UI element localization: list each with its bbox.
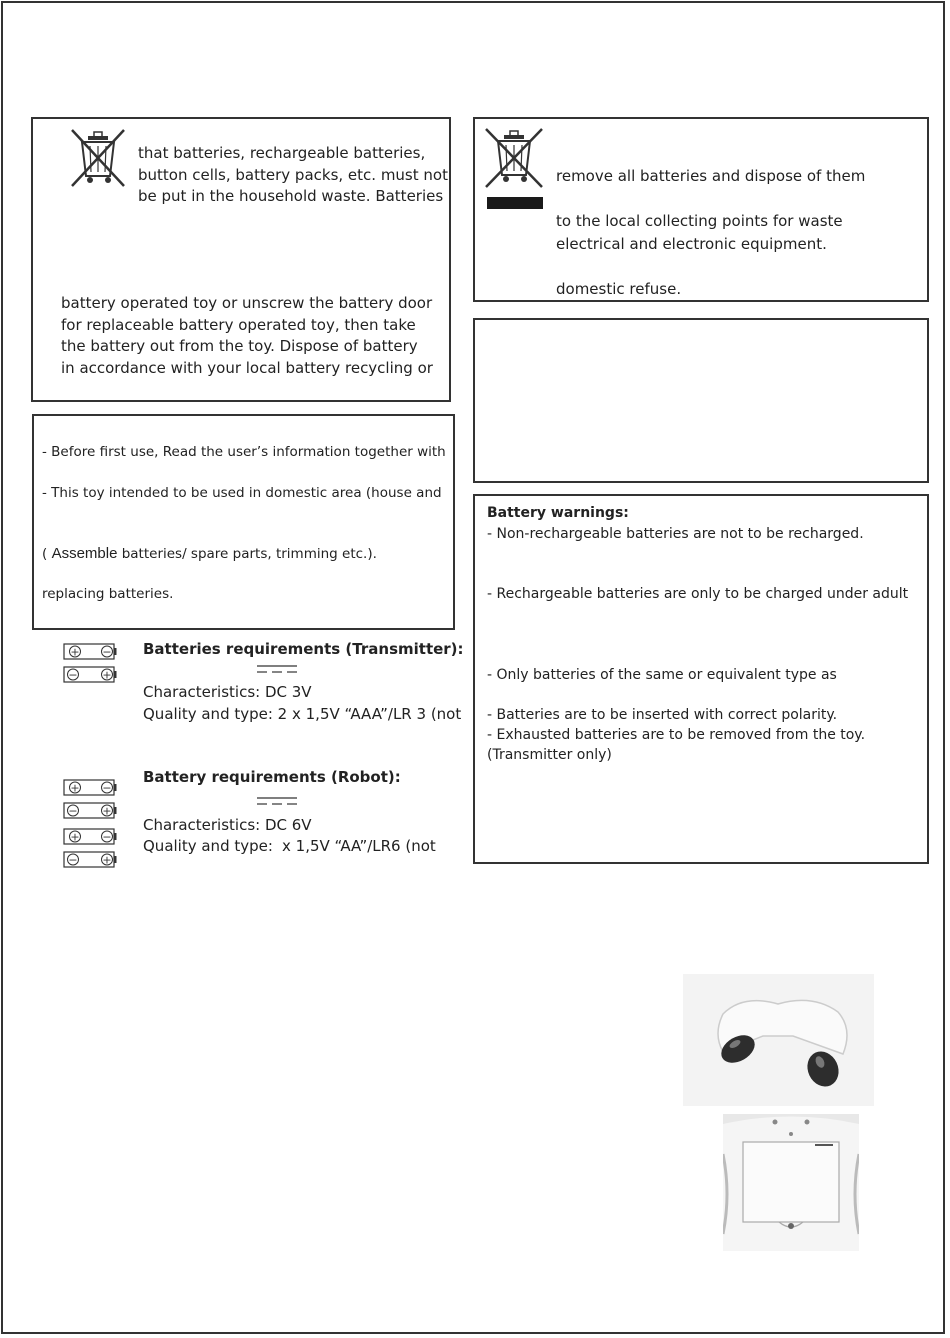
svg-text:+: + <box>70 781 80 795</box>
transmitter-quality: Quality and type: 2 x 1,5V “AAA”/LR 3 (not <box>143 705 462 723</box>
battery-warnings-heading: Battery warnings: <box>487 505 629 521</box>
svg-text:−: − <box>68 804 78 818</box>
weee-text-line: electrical and electronic equipment. <box>556 235 827 253</box>
weee-black-bar-icon <box>487 197 543 209</box>
usage-paren: ( <box>42 546 52 562</box>
warning-line: - Rechargeable batteries are only to be charged under adult <box>487 586 909 602</box>
warning-line: - Batteries are to be inserted with correct polarity. <box>487 707 838 723</box>
disposal-text-line: be put in the household waste. Batteries <box>138 187 444 205</box>
svg-text:+: + <box>70 645 80 659</box>
dc-symbol-icon <box>257 797 297 805</box>
disposal-text-line: that batteries, rechargeable batteries, <box>138 144 426 162</box>
svg-text:−: − <box>68 668 78 682</box>
transmitter-battery-heading: Batteries requirements (Transmitter): <box>143 640 464 658</box>
svg-text:−: − <box>102 781 112 795</box>
disposal-text-line: button cells, battery packs, etc. must not <box>138 166 448 184</box>
battery-icon <box>63 666 117 683</box>
warning-line: - Only batteries of the same or equivalent type as <box>487 667 837 683</box>
usage-assemble: Assemble <box>51 545 118 562</box>
robot-battery-heading: Battery requirements (Robot): <box>143 768 401 786</box>
transmitter-photo <box>683 974 874 1106</box>
disposal-text-line: for replaceable battery operated toy, then take <box>61 316 416 334</box>
disposal-text-line: battery operated toy or unscrew the battery door <box>61 294 433 312</box>
robot-quality-label: Quality and type: <box>143 837 273 855</box>
crossed-out-bin-icon <box>68 128 128 188</box>
warning-line: (Transmitter only) <box>487 747 612 763</box>
crossed-out-bin-icon <box>484 127 544 189</box>
battery-icon <box>63 779 117 796</box>
svg-text:−: − <box>102 830 112 844</box>
svg-text:+: + <box>102 804 112 818</box>
battery-icon <box>63 851 117 868</box>
usage-text-line: - This toy intended to be used in domestic area (house and <box>42 485 442 501</box>
weee-text-line: to the local collecting points for waste <box>556 212 843 230</box>
robot-quality-rest: x 1,5V “AA”/LR6 (not <box>282 837 436 855</box>
robot-battery-door-photo <box>723 1114 859 1251</box>
svg-text:+: + <box>70 830 80 844</box>
svg-text:+: + <box>102 668 112 682</box>
svg-text:−: − <box>102 645 112 659</box>
battery-icon <box>63 643 117 660</box>
svg-text:+: + <box>102 853 112 867</box>
disposal-text-line: the battery out from the toy. Dispose of battery <box>61 337 418 355</box>
battery-icon <box>63 802 117 819</box>
usage-text-line: replacing batteries. <box>42 586 174 602</box>
svg-text:−: − <box>68 853 78 867</box>
usage-text-line: - Before first use, Read the user’s information together with <box>42 444 446 460</box>
usage-text-line <box>42 545 377 562</box>
robot-characteristics: Characteristics: DC 6V <box>143 816 312 834</box>
warning-line: - Non-rechargeable batteries are not to be recharged. <box>487 526 864 542</box>
warning-line: - Exhausted batteries are to be removed from the toy. <box>487 727 866 743</box>
usage-rest: batteries/ spare parts, trimming etc.). <box>117 546 377 562</box>
weee-text-line: domestic refuse. <box>556 280 682 298</box>
transmitter-characteristics: Characteristics: DC 3V <box>143 683 312 701</box>
disposal-text-line: in accordance with your local battery recycling or <box>61 359 433 377</box>
battery-icon <box>63 828 117 845</box>
dc-symbol-icon <box>257 665 297 673</box>
weee-text-line: remove all batteries and dispose of them <box>556 167 866 185</box>
empty-info-box <box>473 318 929 483</box>
